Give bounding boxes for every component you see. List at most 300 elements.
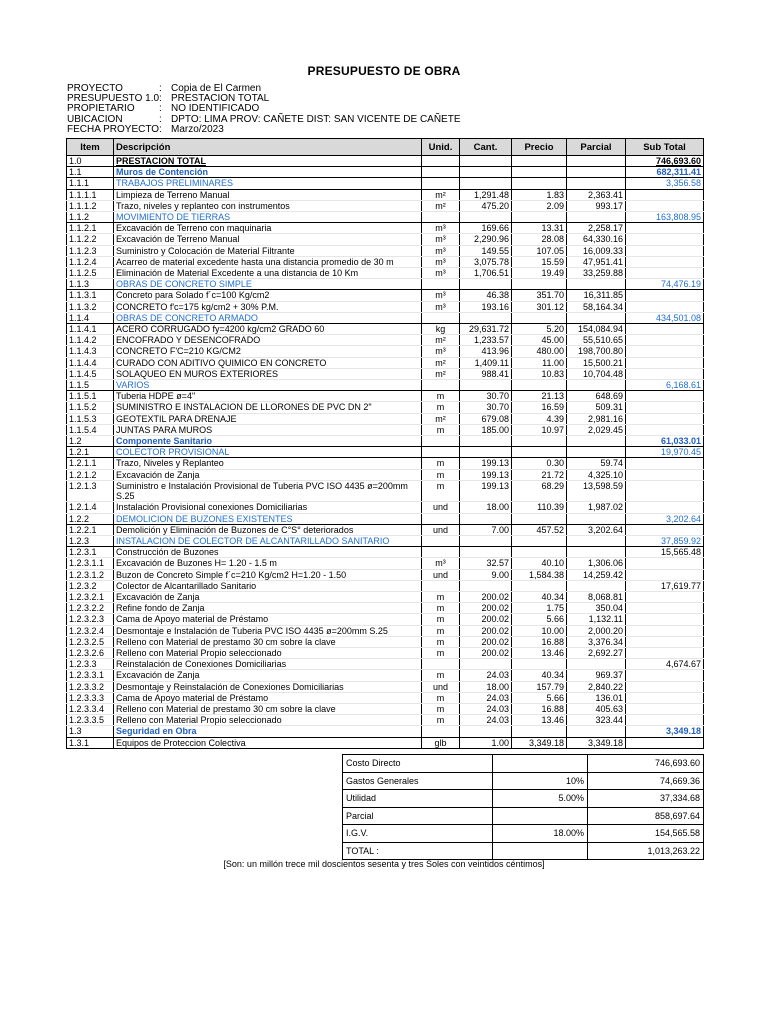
- cell-qty: 199.13: [460, 469, 512, 480]
- cell-partial: 13,598.59: [567, 480, 626, 501]
- cell-qty: 30.70: [460, 402, 512, 413]
- cell-partial: 55,510.65: [567, 335, 626, 346]
- cell-qty: 193.16: [460, 301, 512, 312]
- cell-unit: [422, 312, 460, 323]
- cell-desc: Eliminación de Material Excedente a una distancia de 10 Km: [114, 268, 422, 279]
- cell-price: 2.09: [512, 200, 567, 211]
- cell-qty: 24.03: [460, 703, 512, 714]
- cell-qty: 200.02: [460, 614, 512, 625]
- cell-qty: [460, 212, 512, 223]
- cell-item: 1.2.3.2.3: [67, 614, 114, 625]
- cell-unit: m: [422, 692, 460, 703]
- cell-qty: 1,706.51: [460, 268, 512, 279]
- cell-item: 1.2.3.2.6: [67, 647, 114, 658]
- cell-qty: 185.00: [460, 424, 512, 435]
- cell-price: 16.88: [512, 703, 567, 714]
- table-row: [67, 391, 704, 402]
- cell-partial: 323.44: [567, 715, 626, 726]
- cell-desc: Buzon de Concreto Simple f´c=210 Kg/cm2 H=1.20 - 1.50: [114, 569, 422, 580]
- cell-price: 68.29: [512, 480, 567, 501]
- cell-price: 5.20: [512, 324, 567, 335]
- cell-partial: 509.31: [567, 402, 626, 413]
- cell-unit: m: [422, 402, 460, 413]
- cell-item: 1.2.3.3.3: [67, 692, 114, 703]
- table-row: [67, 524, 704, 535]
- cell-desc: VARIOS: [114, 380, 422, 391]
- cell-unit: [422, 167, 460, 178]
- cell-price: [512, 312, 567, 323]
- cell-qty: 7.00: [460, 524, 512, 535]
- cell-item: 1.2.1.4: [67, 502, 114, 513]
- cell-price: 28.08: [512, 234, 567, 245]
- table-row: [67, 625, 704, 636]
- cell-subtotal: [626, 245, 704, 256]
- cell-price: [512, 167, 567, 178]
- table-row: [67, 178, 704, 189]
- cell-price: 40.34: [512, 670, 567, 681]
- cell-unit: m: [422, 614, 460, 625]
- cell-subtotal: 682,311.41: [626, 167, 704, 178]
- cell-desc: MOVIMIENTO DE TIERRAS: [114, 212, 422, 223]
- cell-partial: 648.69: [567, 391, 626, 402]
- cell-subtotal: [626, 200, 704, 211]
- cell-unit: m: [422, 703, 460, 714]
- cell-subtotal: [626, 234, 704, 245]
- cell-unit: und: [422, 502, 460, 513]
- cell-subtotal: 3,202.64: [626, 513, 704, 524]
- cell-price: 40.34: [512, 591, 567, 602]
- col-item: Item: [67, 139, 114, 156]
- summary-row: [343, 825, 704, 843]
- cell-desc: OBRAS DE CONCRETO ARMADO: [114, 312, 422, 323]
- cell-unit: m: [422, 603, 460, 614]
- cell-unit: [422, 513, 460, 524]
- cell-desc: Desmontaje y Reinstalación de Conexiones Domiciliarias: [114, 681, 422, 692]
- summary-value: 858,697.64: [588, 807, 704, 825]
- cell-partial: [567, 580, 626, 591]
- table-row: [67, 659, 704, 670]
- summary-label: I.G.V.: [343, 825, 493, 843]
- cell-partial: 3,202.64: [567, 524, 626, 535]
- project-meta: [67, 84, 461, 135]
- cell-desc: Relleno con Material de prestamo 30 cm sobre la clave: [114, 703, 422, 714]
- cell-qty: [460, 547, 512, 558]
- cell-desc: Excavación de Zanja: [114, 591, 422, 602]
- amount-in-words: [Son: un millón trece mil doscientos sesenta y tres Soles con veintidos céntimos]: [223, 859, 545, 869]
- cell-qty: 1,233.57: [460, 335, 512, 346]
- cell-item: 1.2.3.2: [67, 580, 114, 591]
- cell-subtotal: [626, 524, 704, 535]
- cell-price: [512, 156, 567, 167]
- cell-price: 1.83: [512, 189, 567, 200]
- cell-desc: Reinstalación de Conexiones Domiciliarias: [114, 659, 422, 670]
- table-row: [67, 279, 704, 290]
- table-row: [67, 726, 704, 737]
- table-row: [67, 424, 704, 435]
- cell-desc: SOLAQUEO EN MUROS EXTERIORES: [114, 368, 422, 379]
- table-row: [67, 189, 704, 200]
- cell-qty: [460, 580, 512, 591]
- cell-desc: Excavación de Zanja: [114, 469, 422, 480]
- table-row: [67, 647, 704, 658]
- cell-subtotal: [626, 603, 704, 614]
- cell-partial: 2,000.20: [567, 625, 626, 636]
- cell-desc: Construcción de Buzones: [114, 547, 422, 558]
- table-row: [67, 558, 704, 569]
- cell-qty: 2,290.96: [460, 234, 512, 245]
- cell-item: 1.3.1: [67, 737, 114, 748]
- table-row: [67, 469, 704, 480]
- cell-qty: 413.96: [460, 346, 512, 357]
- cell-subtotal: 6,168.61: [626, 380, 704, 391]
- cell-partial: 15,500.21: [567, 357, 626, 368]
- cell-price: 10.97: [512, 424, 567, 435]
- cell-partial: 993.17: [567, 200, 626, 211]
- cell-unit: m²: [422, 413, 460, 424]
- cell-price: 40.10: [512, 558, 567, 569]
- cell-qty: 29,631.72: [460, 324, 512, 335]
- cell-partial: [567, 513, 626, 524]
- table-row: [67, 256, 704, 267]
- cell-price: [512, 178, 567, 189]
- cell-subtotal: [626, 290, 704, 301]
- cell-price: 13.46: [512, 715, 567, 726]
- cell-subtotal: 434,501.08: [626, 312, 704, 323]
- col-unit: Unid.: [422, 139, 460, 156]
- cell-partial: [567, 726, 626, 737]
- cell-price: 13.46: [512, 647, 567, 658]
- cell-partial: [567, 380, 626, 391]
- col-desc: Descripción: [114, 139, 422, 156]
- cell-desc: Concreto para Solado f´c=100 Kg/cm2: [114, 290, 422, 301]
- cell-desc: Equipos de Proteccion Colectiva: [114, 737, 422, 748]
- cell-price: 301.12: [512, 301, 567, 312]
- cell-partial: 58,164.34: [567, 301, 626, 312]
- cell-price: 16.59: [512, 402, 567, 413]
- cell-unit: [422, 580, 460, 591]
- cell-partial: 14,259.42: [567, 569, 626, 580]
- cell-partial: 198,700.80: [567, 346, 626, 357]
- cell-item: 1.1.2: [67, 212, 114, 223]
- cell-subtotal: [626, 469, 704, 480]
- cell-qty: 679.08: [460, 413, 512, 424]
- cell-price: [512, 279, 567, 290]
- table-row: [67, 290, 704, 301]
- cell-subtotal: [626, 681, 704, 692]
- summary-pct: [493, 842, 588, 860]
- summary-row: [343, 772, 704, 790]
- cell-item: 1.2.3.2.2: [67, 603, 114, 614]
- cell-unit: m³: [422, 256, 460, 267]
- cell-subtotal: [626, 670, 704, 681]
- cell-qty: 199.13: [460, 480, 512, 501]
- cell-qty: 1,291.48: [460, 189, 512, 200]
- summary-label: Gastos Generales: [343, 772, 493, 790]
- table-row: [67, 357, 704, 368]
- cell-desc: Relleno con Material de prestamo 30 cm sobre la clave: [114, 636, 422, 647]
- cell-desc: PRESTACION TOTAL: [114, 156, 422, 167]
- cell-qty: [460, 279, 512, 290]
- cell-price: 5.66: [512, 692, 567, 703]
- cell-unit: m: [422, 625, 460, 636]
- summary-row: [343, 842, 704, 860]
- cell-subtotal: [626, 558, 704, 569]
- cell-qty: 18.00: [460, 681, 512, 692]
- cell-qty: [460, 380, 512, 391]
- cell-item: 1.2.2: [67, 513, 114, 524]
- cell-qty: [460, 447, 512, 458]
- cell-price: 0.30: [512, 458, 567, 469]
- table-row: [67, 312, 704, 323]
- cell-qty: 149.55: [460, 245, 512, 256]
- cell-desc: Excavación de Buzones H= 1.20 - 1.5 m: [114, 558, 422, 569]
- cell-qty: [460, 726, 512, 737]
- cell-qty: 199.13: [460, 458, 512, 469]
- cell-item: 1.1.4.5: [67, 368, 114, 379]
- cell-partial: 2,840.22: [567, 681, 626, 692]
- table-row: [67, 591, 704, 602]
- cell-unit: [422, 156, 460, 167]
- cell-item: 1.2.3.3.4: [67, 703, 114, 714]
- cell-desc: CONCRETO F'C=210 KG/CM2: [114, 346, 422, 357]
- table-header: [67, 139, 704, 156]
- cell-qty: [460, 178, 512, 189]
- cell-partial: 33,259.88: [567, 268, 626, 279]
- cell-desc: Tuberia HDPE ø=4": [114, 391, 422, 402]
- cell-subtotal: 61,033.01: [626, 436, 704, 447]
- cell-desc: Limpieza de Terreno Manual: [114, 189, 422, 200]
- table-row: [67, 569, 704, 580]
- cell-partial: [567, 178, 626, 189]
- cell-qty: 18.00: [460, 502, 512, 513]
- cell-price: 351.70: [512, 290, 567, 301]
- cell-unit: m²: [422, 189, 460, 200]
- cell-qty: [460, 156, 512, 167]
- table-row: [67, 223, 704, 234]
- cell-unit: m: [422, 469, 460, 480]
- table-row: [67, 547, 704, 558]
- cell-price: 21.13: [512, 391, 567, 402]
- cell-subtotal: [626, 569, 704, 580]
- table-row: [67, 513, 704, 524]
- table-row: [67, 335, 704, 346]
- table-row: [67, 413, 704, 424]
- table-row: [67, 156, 704, 167]
- cell-price: 5.66: [512, 614, 567, 625]
- cell-item: 1.1.2.4: [67, 256, 114, 267]
- cell-unit: m: [422, 391, 460, 402]
- cell-price: 15.59: [512, 256, 567, 267]
- cell-desc: Trazo, niveles y replanteo con instrumentos: [114, 200, 422, 211]
- cell-item: 1.3: [67, 726, 114, 737]
- cell-desc: COLECTOR PROVISIONAL: [114, 447, 422, 458]
- cell-desc: INSTALACION DE COLECTOR DE ALCANTARILLADO SANITARIO: [114, 535, 422, 546]
- cell-unit: m: [422, 591, 460, 602]
- summary-value: 74,669.36: [588, 772, 704, 790]
- summary-pct: 18.00%: [493, 825, 588, 843]
- cell-price: 10.83: [512, 368, 567, 379]
- cell-price: 13.31: [512, 223, 567, 234]
- cell-desc: TRABAJOS PRELIMINARES: [114, 178, 422, 189]
- cell-unit: [422, 380, 460, 391]
- cell-partial: 4,325.10: [567, 469, 626, 480]
- cell-item: 1.1.2.5: [67, 268, 114, 279]
- summary-pct: 10%: [493, 772, 588, 790]
- cell-unit: m³: [422, 346, 460, 357]
- cell-subtotal: [626, 335, 704, 346]
- cell-subtotal: [626, 591, 704, 602]
- table-row: [67, 447, 704, 458]
- cell-price: [512, 513, 567, 524]
- cell-unit: [422, 659, 460, 670]
- cell-unit: m: [422, 636, 460, 647]
- meta-row-owner: PROPIETARIO : NO IDENTIFICADO: [67, 103, 260, 115]
- cell-price: 157.79: [512, 681, 567, 692]
- cell-price: 480.00: [512, 346, 567, 357]
- summary-pct: [493, 807, 588, 825]
- cell-subtotal: [626, 692, 704, 703]
- cell-subtotal: [626, 391, 704, 402]
- cell-subtotal: 4,674.67: [626, 659, 704, 670]
- cell-desc: Excavación de Zanja: [114, 670, 422, 681]
- cell-item: 1.1.1.1: [67, 189, 114, 200]
- cell-partial: 10,704.48: [567, 368, 626, 379]
- cell-price: 1,584.38: [512, 569, 567, 580]
- cell-subtotal: [626, 368, 704, 379]
- cell-subtotal: 17,619.77: [626, 580, 704, 591]
- cell-partial: [567, 447, 626, 458]
- cell-unit: m³: [422, 290, 460, 301]
- cell-partial: 1,987.02: [567, 502, 626, 513]
- cell-desc: Muros de Contención: [114, 167, 422, 178]
- cell-price: 45.00: [512, 335, 567, 346]
- cell-price: 4.39: [512, 413, 567, 424]
- cell-subtotal: [626, 357, 704, 368]
- table-row: [67, 580, 704, 591]
- cell-desc: DEMOLICION DE BUZONES EXISTENTES: [114, 513, 422, 524]
- cell-qty: 32.57: [460, 558, 512, 569]
- cell-qty: 46.38: [460, 290, 512, 301]
- cell-subtotal: 3,349.18: [626, 726, 704, 737]
- cell-item: 1.1.3.2: [67, 301, 114, 312]
- cell-item: 1.2: [67, 436, 114, 447]
- cell-desc: SUMINISTRO E INSTALACION DE LLORONES DE PVC DN 2": [114, 402, 422, 413]
- cell-unit: m²: [422, 368, 460, 379]
- cell-qty: 169.66: [460, 223, 512, 234]
- cell-subtotal: [626, 424, 704, 435]
- summary-value: 37,334.68: [588, 790, 704, 808]
- table-row: [67, 402, 704, 413]
- document-title: PRESUPUESTO DE OBRA: [307, 64, 461, 78]
- cell-subtotal: [626, 502, 704, 513]
- cell-price: 457.52: [512, 524, 567, 535]
- cell-price: [512, 726, 567, 737]
- cell-qty: 1,409.11: [460, 357, 512, 368]
- summary-row: [343, 807, 704, 825]
- cell-item: 1.1.4: [67, 312, 114, 323]
- cell-item: 1.2.3.1: [67, 547, 114, 558]
- cell-qty: 200.02: [460, 603, 512, 614]
- cell-desc: Cama de Apoyo material de Préstamo: [114, 692, 422, 703]
- cell-item: 1.1.2.1: [67, 223, 114, 234]
- cell-subtotal: [626, 715, 704, 726]
- cell-partial: 350.04: [567, 603, 626, 614]
- cell-item: 1.2.3.3.1: [67, 670, 114, 681]
- table-row: [67, 681, 704, 692]
- cell-price: [512, 547, 567, 558]
- table-row: [67, 458, 704, 469]
- summary-label: Utilidad: [343, 790, 493, 808]
- cell-price: [512, 212, 567, 223]
- cell-partial: 2,692.27: [567, 647, 626, 658]
- cell-partial: 969.37: [567, 670, 626, 681]
- summary-row: [343, 790, 704, 808]
- cell-unit: m: [422, 647, 460, 658]
- summary-table: [342, 754, 704, 860]
- cell-price: 19.49: [512, 268, 567, 279]
- cell-partial: [567, 279, 626, 290]
- cell-unit: [422, 547, 460, 558]
- cell-item: 1.2.3.3.5: [67, 715, 114, 726]
- cell-subtotal: [626, 223, 704, 234]
- cell-subtotal: 37,859.92: [626, 535, 704, 546]
- table-row: [67, 603, 704, 614]
- cell-unit: und: [422, 524, 460, 535]
- cell-partial: 1,306.06: [567, 558, 626, 569]
- cell-subtotal: 163,808.95: [626, 212, 704, 223]
- cell-price: 3,349.18: [512, 737, 567, 748]
- cell-item: 1.1.5.2: [67, 402, 114, 413]
- cell-qty: 9.00: [460, 569, 512, 580]
- cell-unit: m²: [422, 200, 460, 211]
- cell-item: 1.1: [67, 167, 114, 178]
- cell-partial: 8,068.81: [567, 591, 626, 602]
- cell-item: 1.2.1.2: [67, 469, 114, 480]
- cell-price: 16.88: [512, 636, 567, 647]
- table-row: [67, 200, 704, 211]
- table-row: [67, 324, 704, 335]
- cell-subtotal: [626, 189, 704, 200]
- budget-table: [66, 138, 704, 749]
- cell-price: 110.39: [512, 502, 567, 513]
- cell-qty: 24.03: [460, 692, 512, 703]
- meta-row-budget: PRESUPUESTO 1.0 : PRESTACION TOTAL: [67, 93, 270, 105]
- cell-price: [512, 659, 567, 670]
- table-row: [67, 636, 704, 647]
- cell-qty: 200.02: [460, 636, 512, 647]
- cell-subtotal: 19,970.45: [626, 447, 704, 458]
- cell-unit: [422, 535, 460, 546]
- summary-label: Parcial: [343, 807, 493, 825]
- cell-desc: Trazo, Niveles y Replanteo: [114, 458, 422, 469]
- cell-unit: m²: [422, 357, 460, 368]
- cell-partial: [567, 659, 626, 670]
- cell-item: 1.0: [67, 156, 114, 167]
- cell-partial: 154,084.94: [567, 324, 626, 335]
- cell-partial: 3,349.18: [567, 737, 626, 748]
- cell-item: 1.1.4.2: [67, 335, 114, 346]
- meta-row-project: PROYECTO : Copia de El Carmen: [67, 83, 262, 94]
- cell-desc: GEOTEXTIL PARA DRENAJE: [114, 413, 422, 424]
- cell-unit: kg: [422, 324, 460, 335]
- cell-item: 1.1.5.4: [67, 424, 114, 435]
- cell-subtotal: [626, 256, 704, 267]
- cell-qty: 3,075.78: [460, 256, 512, 267]
- cell-unit: glb: [422, 737, 460, 748]
- table-row: [67, 234, 704, 245]
- table-row: [67, 614, 704, 625]
- meta-row-location: UBICACION : DPTO: LIMA PROV: CAÑETE DIST: SAN VICENTE DE CAÑETE: [67, 113, 461, 125]
